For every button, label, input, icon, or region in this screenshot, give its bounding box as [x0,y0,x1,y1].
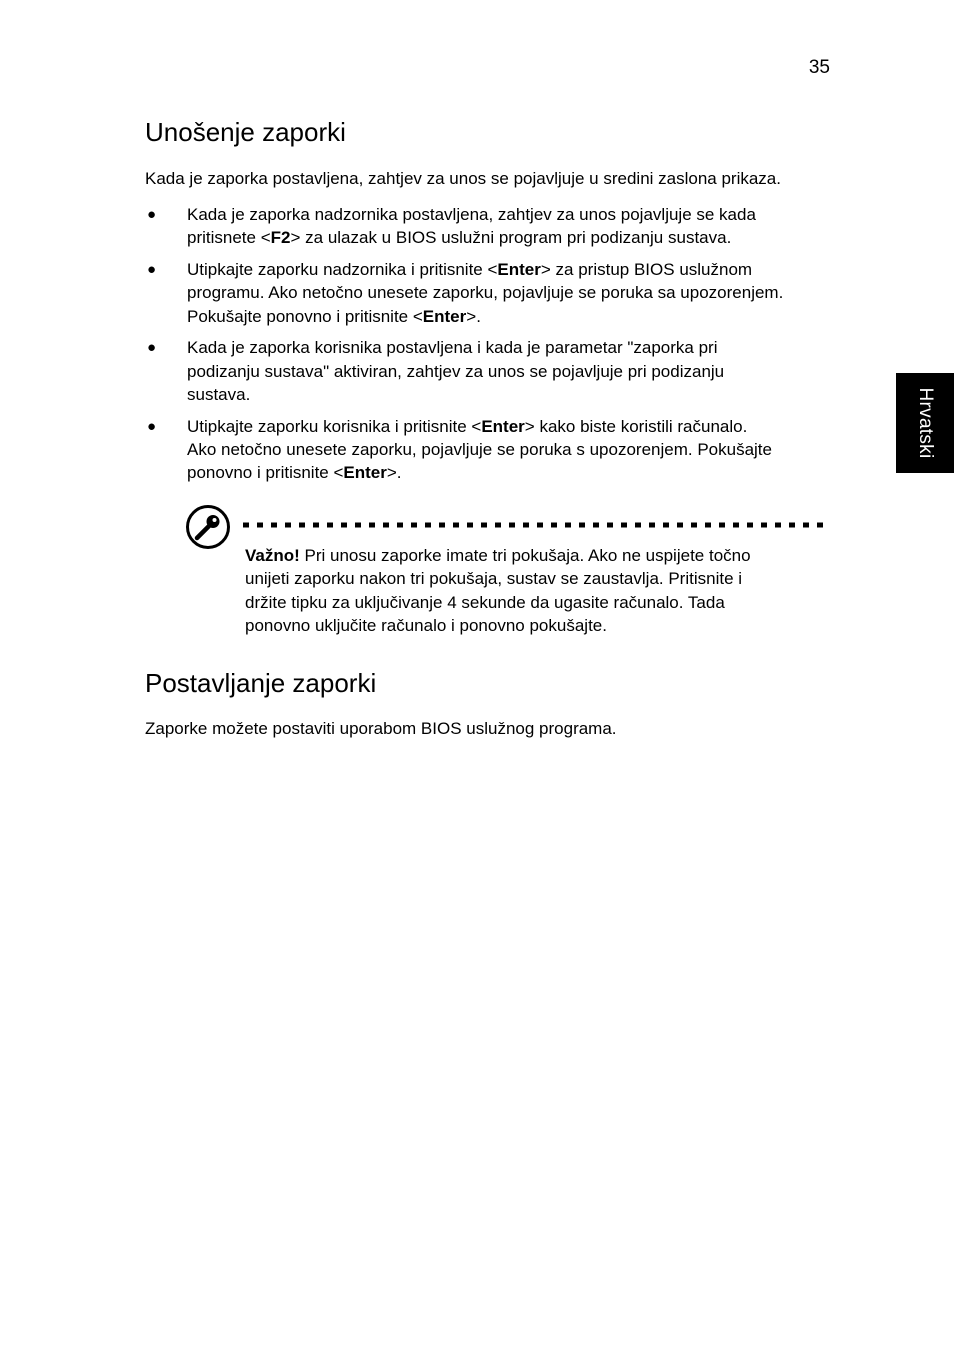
list-item-line: sustava. [187,385,251,405]
key-name: Enter [497,260,541,280]
list-item-line: Ako netočno unesete zaporku, pojavljuje se poruka s upozorenjem. Pokušajte [187,440,772,460]
text-run: Utipkajte zaporku nadzornika i pritisnite < [187,260,498,280]
bullet-icon: ● [147,261,157,279]
text-run: Pri unosu zaporke imate tri pokušaja. Ako ne uspijete točno [299,546,751,565]
bullet-icon: ● [147,339,157,357]
list-item [145,258,845,328]
note-line: ponovno uključite računalo i ponovno pokušajte. [245,615,607,635]
section-intro: Zaporke možete postaviti uporabom BIOS uslužnog programa. [145,719,617,738]
bullet-list [145,203,845,493]
text-run: >. [466,306,481,326]
section-title-setting-passwords: Postavljanje zaporki [145,668,377,698]
note-divider [243,522,827,528]
bullet-icon: ● [147,417,157,435]
key-icon [185,504,231,550]
list-item-line: Kada je zaporka nadzornika postavljena, zahtjev za unos pojavljuje se kada [187,205,756,224]
text-run: >. [386,463,402,483]
list-item-line: programu. Ako netočno unesete zaporku, pojavljuje se poruka sa upozorenjem. [187,283,784,303]
note-line [245,544,835,567]
section-intro: Kada je zaporka postavljena, zahtjev za unos se pojavljuje u sredini zaslona prikaza. [145,169,781,188]
section-title-entering-passwords: Unošenje zaporki [145,117,346,147]
key-name: Enter [422,306,467,326]
text-run: > za ulazak u BIOS uslužni program pri podizanju sustava. [290,228,732,248]
language-tab [896,373,954,473]
list-item-line [187,415,845,438]
important-note [245,544,835,637]
text-run: Utipkajte zaporku korisnika i pritisnite < [187,416,482,436]
note-label: Važno! [245,546,300,565]
list-item-line: podizanju sustava" aktiviran, zahtjev za unos se pojavljuje pri podizanju [187,361,725,381]
list-item [145,203,845,250]
list-item-line: Kada je zaporka korisnika postavljena i kada je parametar "zaporka pri [187,338,718,358]
key-name: Enter [343,463,387,483]
key-name: Enter [481,416,525,436]
list-item-line [187,305,845,328]
text-run: pritisnete < [187,228,271,248]
text-run: Pokušajte ponovno i pritisnite < [187,306,423,326]
note-line: unijeti zaporku nakon tri pokušaja, sustav se zaustavlja. Pritisnite i [245,569,743,589]
list-item-line [187,461,845,484]
list-item [145,336,845,406]
page-number: 35 [808,57,830,78]
text-run: ponovno i pritisnite < [187,463,344,483]
list-item-line [187,258,845,281]
list-item-line [187,226,845,249]
bullet-icon: ● [147,206,157,223]
key-name: F2 [270,228,291,248]
text-run: > za pristup BIOS uslužnom [540,260,753,280]
language-tab-label: Hrvatski [915,387,936,459]
note-line: držite tipku za uključivanje 4 sekunde da ugasite računalo. Tada [245,592,725,612]
list-item [145,415,845,485]
text-run: > kako biste koristili računalo. [524,416,748,436]
